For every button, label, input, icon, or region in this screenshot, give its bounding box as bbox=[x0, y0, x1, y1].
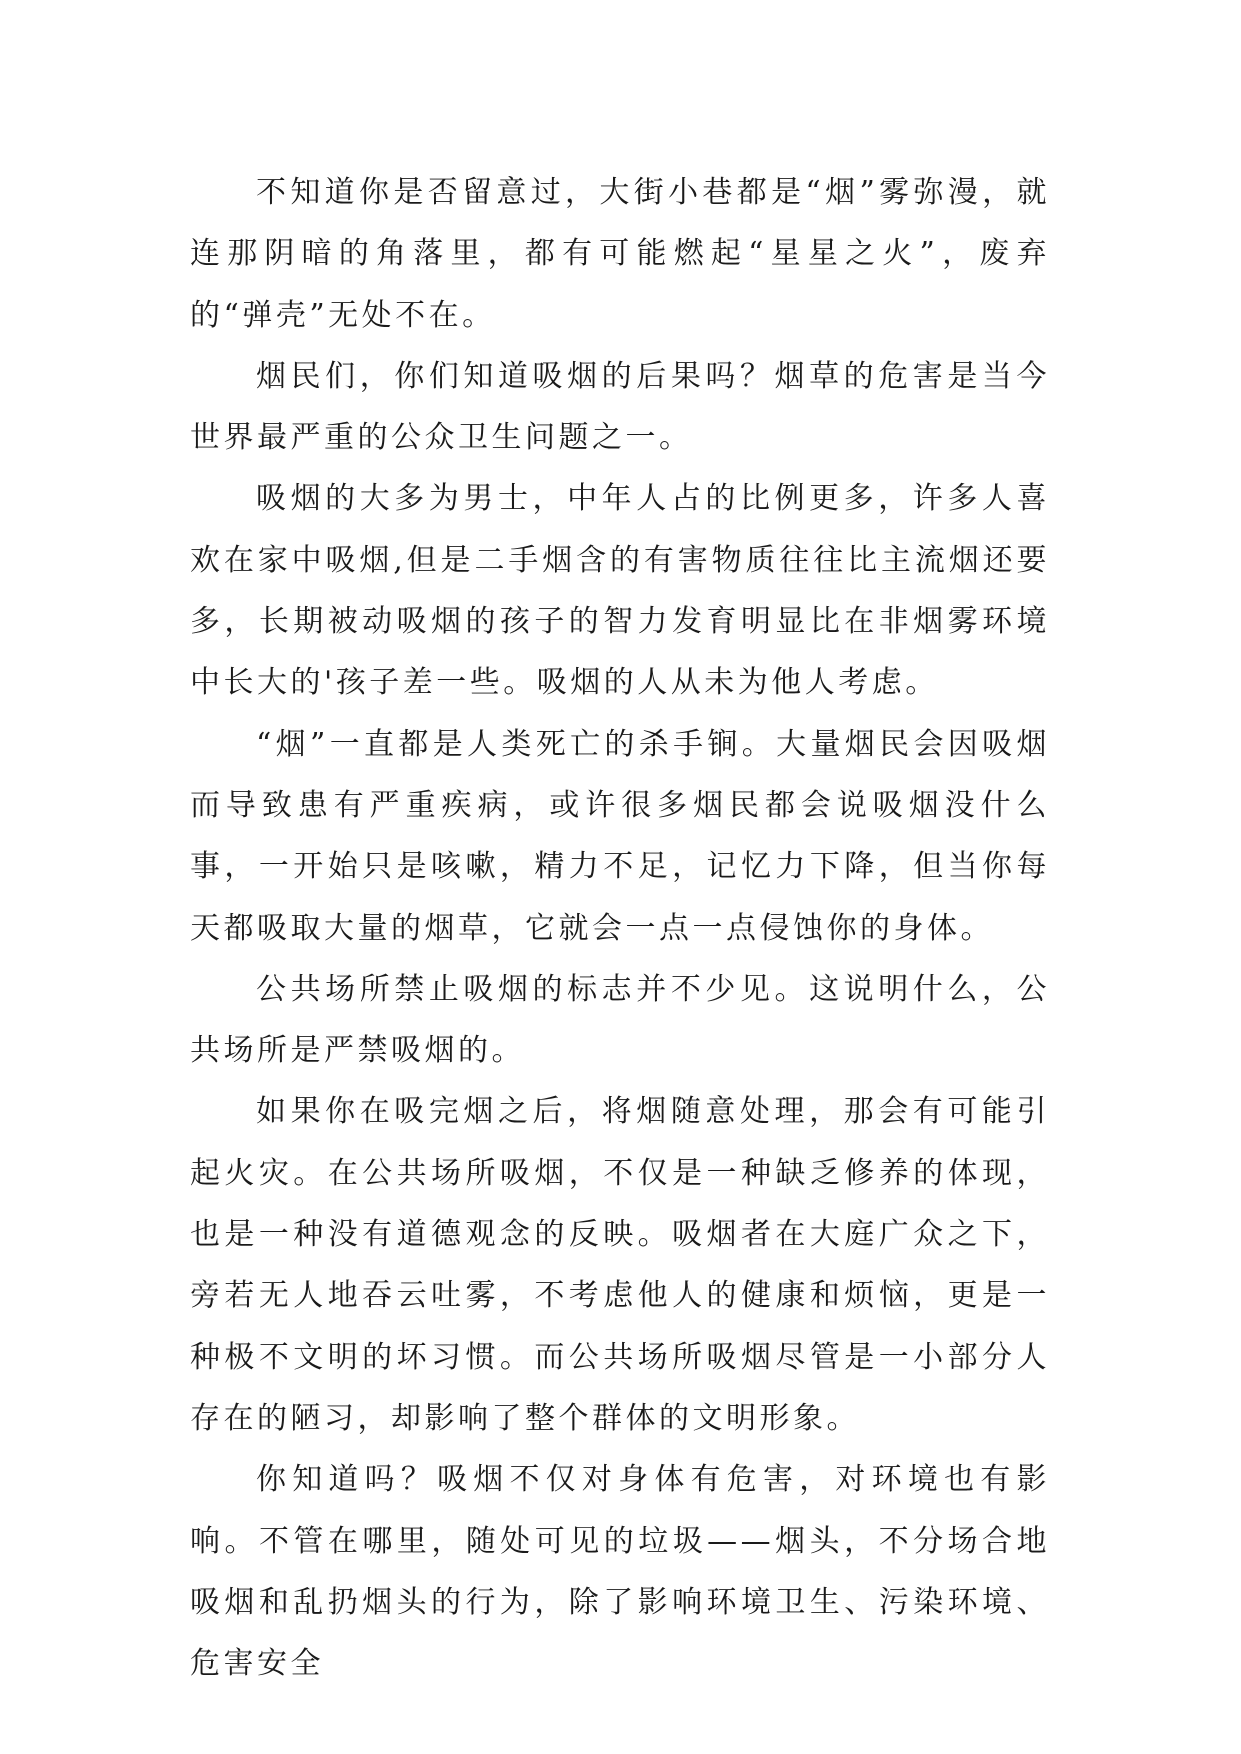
paragraph: 不知道你是否留意过，大街小巷都是“烟”雾弥漫，就连那阴暗的角落里，都有可能燃起“星星之火”，废弃的“弹壳”无处不在。 bbox=[190, 175, 1050, 333]
paragraph: “烟”一直都是人类死亡的杀手锏。大量烟民会因吸烟而导致患有严重疾病，或许很多烟民都会说吸烟没什么事，一开始只是咳嗽，精力不足，记忆力下降，但当你每天都吸取大量的烟草，它就会一点一点侵蚀你的身体。 bbox=[190, 726, 1050, 946]
paragraph: 公共场所禁止吸烟的标志并不少见。这说明什么，公共场所是严禁吸烟的。 bbox=[190, 971, 1050, 1069]
paragraph: 吸烟的大多为男士，中年人占的比例更多，许多人喜欢在家中吸烟,但是二手烟含的有害物质往往比主流烟还要多，长期被动吸烟的孩子的智力发育明显比在非烟雾环境中长大的'孩子差一些。吸烟的人从未为他人考虑。 bbox=[190, 481, 1050, 701]
paragraph: 如果你在吸完烟之后，将烟随意处理，那会有可能引起火灾。在公共场所吸烟，不仅是一种缺乏修养的体现，也是一种没有道德观念的反映。吸烟者在大庭广众之下，旁若无人地吞云吐雾，不考虑他人的健康和烦恼，更是一种极不文明的坏习惯。而公共场所吸烟尽管是一小部分人存在的陋习，却影响了整个群体的文明形象。 bbox=[190, 1094, 1050, 1436]
paragraph: 烟民们，你们知道吸烟的后果吗？烟草的危害是当今世界最严重的公众卫生问题之一。 bbox=[190, 358, 1050, 456]
paragraph: 你知道吗？吸烟不仅对身体有危害，对环境也有影响。不管在哪里，随处可见的垃圾——烟头，不分场合地吸烟和乱扔烟头的行为，除了影响环境卫生、污染环境、危害安全 bbox=[190, 1462, 1050, 1682]
document-body bbox=[190, 162, 1050, 1694]
